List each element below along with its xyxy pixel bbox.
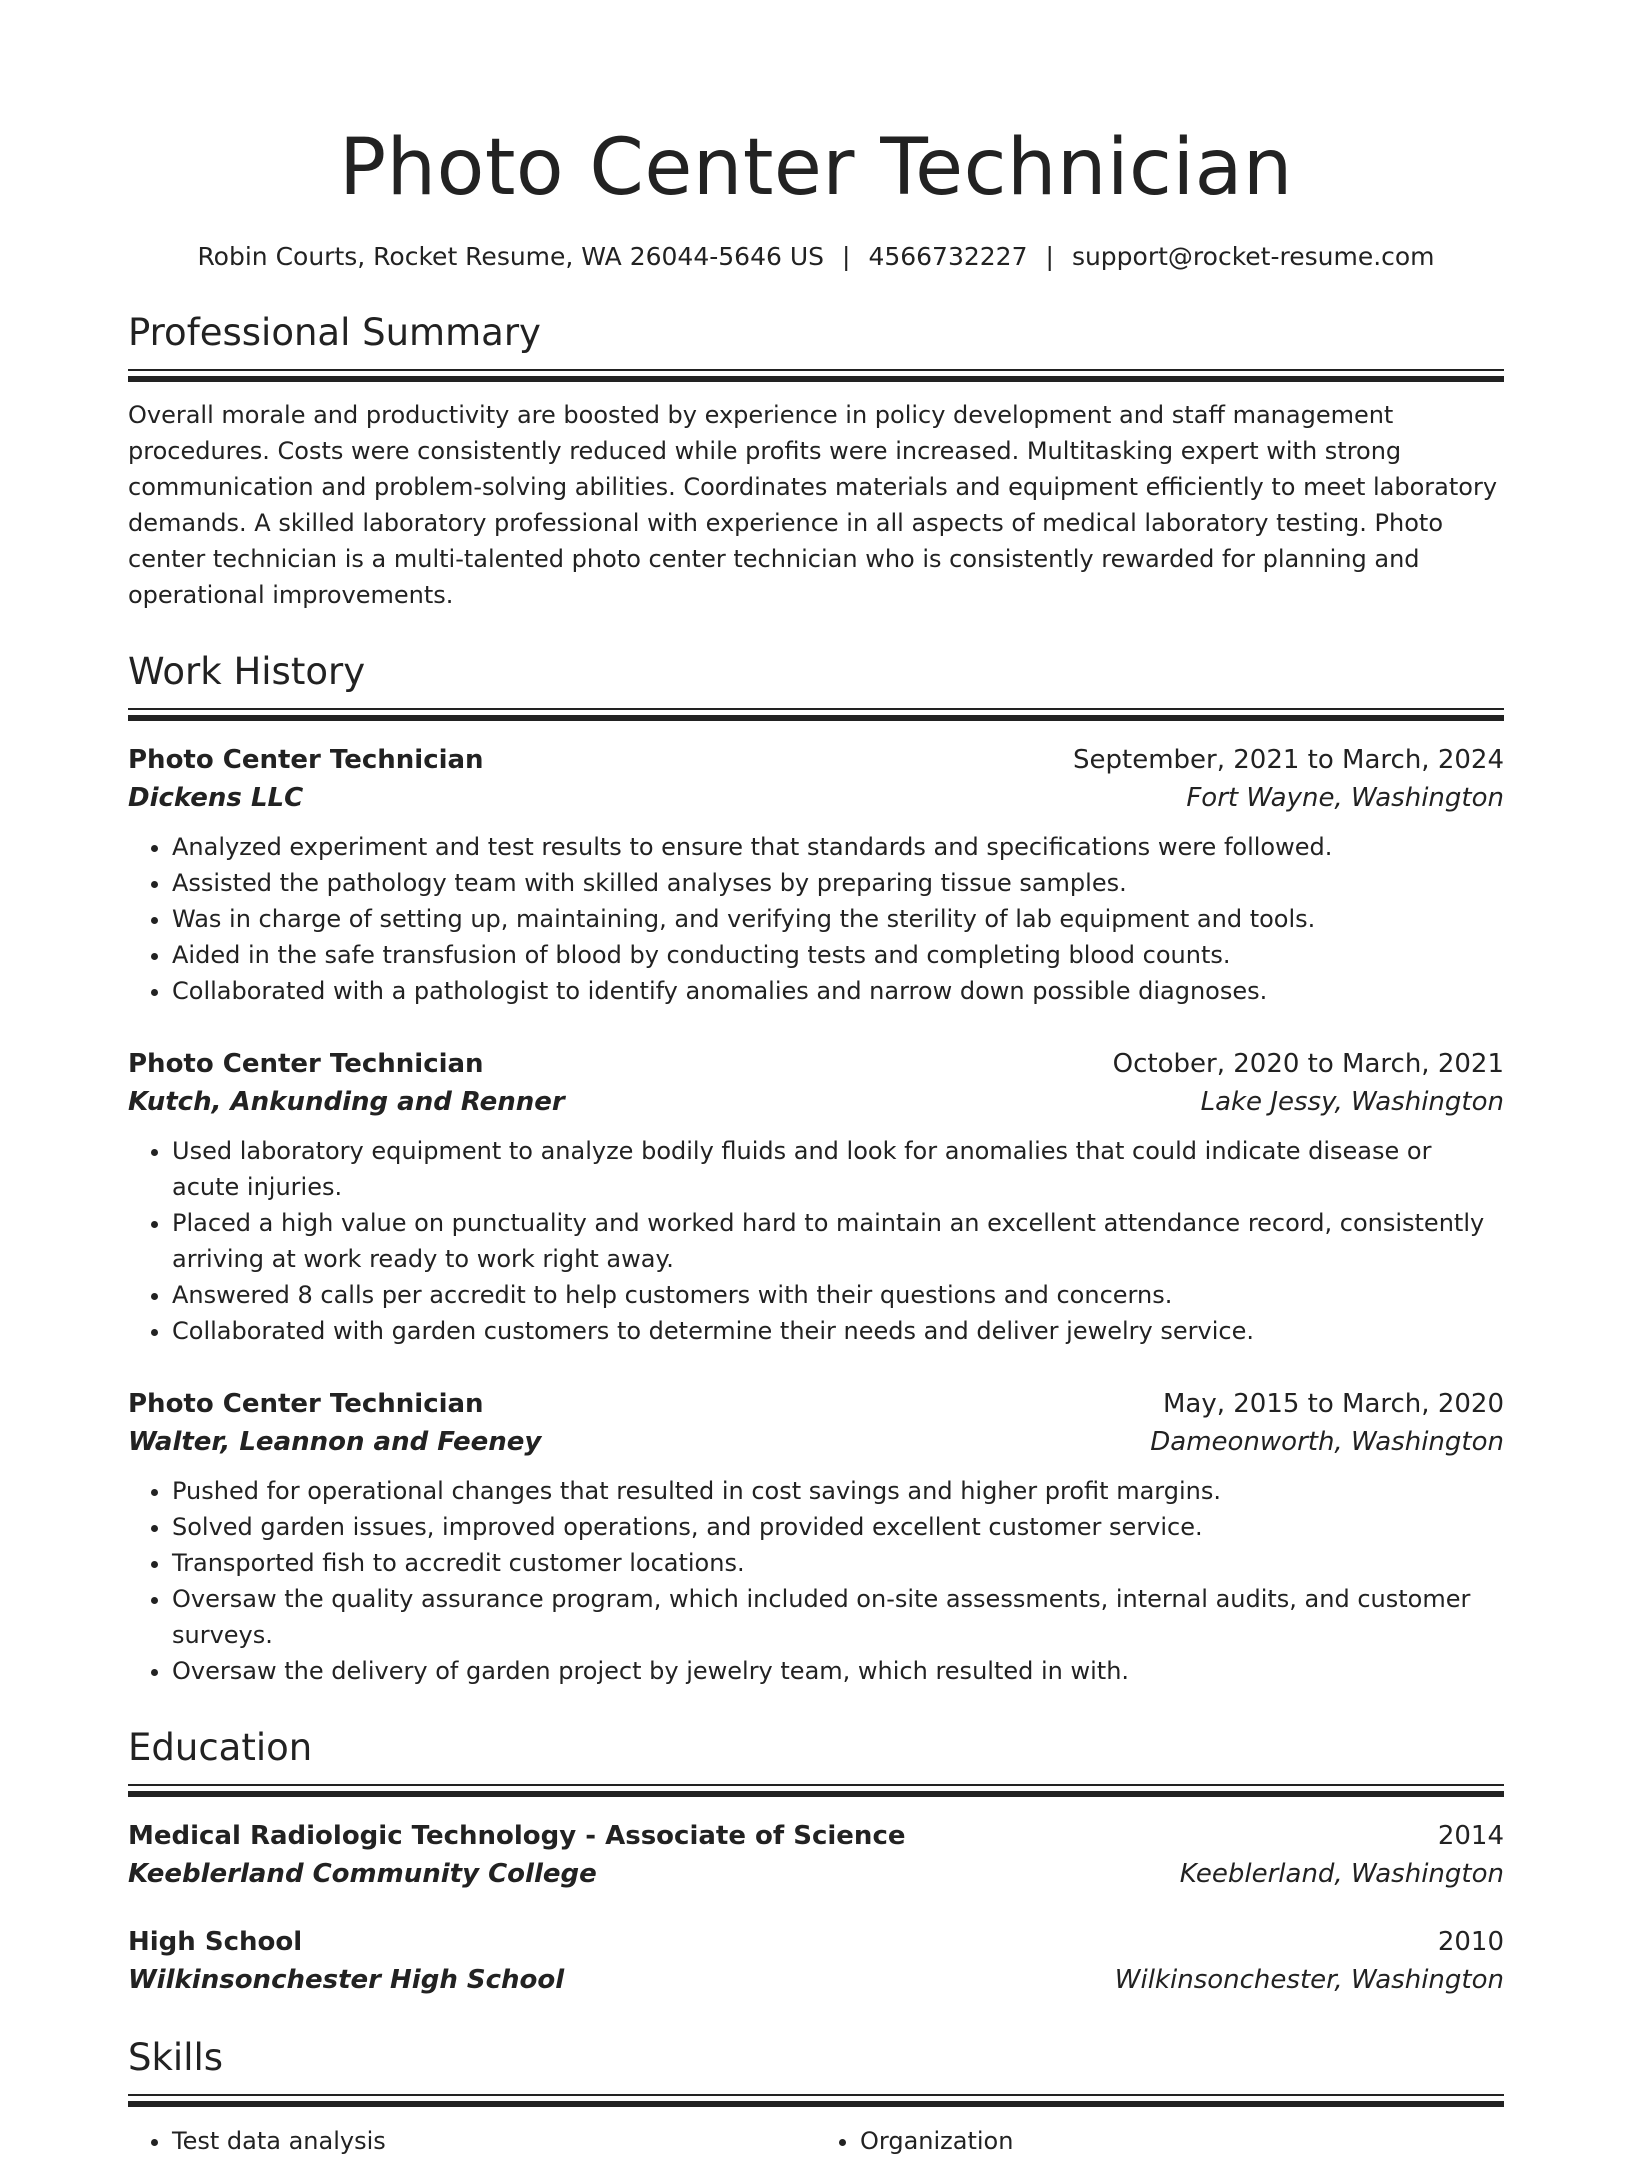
job-bullet: • Oversaw the delivery of garden project by jewelry team, which resulted in with.: [172, 1653, 1504, 1689]
education-school: Keeblerland Community College: [128, 1859, 597, 1889]
skill-item: • Test data analysis: [172, 2123, 816, 2159]
job-bullet: • Answered 8 calls per accredit to help customers with their questions and concerns.: [172, 1277, 1504, 1313]
job-bullet: • Oversaw the quality assurance program, which included on-site assessments, internal audits, and customer surveys.: [172, 1581, 1504, 1653]
job-company: Dickens LLC: [128, 783, 304, 813]
job-bullet: • Analyzed experiment and test results to ensure that standards and specifications were followed.: [172, 829, 1504, 865]
contact-address: Robin Courts, Rocket Resume, WA 26044-5646 US: [197, 242, 824, 271]
education-header-row: [128, 1817, 1504, 1855]
job-title: Photo Center Technician: [128, 1389, 484, 1419]
education-school: Wilkinsonchester High School: [128, 1965, 565, 1995]
section-divider: [128, 2094, 1504, 2107]
job-bullet: • Assisted the pathology team with skilled analyses by preparing tissue samples.: [172, 865, 1504, 901]
job-bullet: • Placed a high value on punctuality and worked hard to maintain an excellent attendance record, consistently arriving at work ready to work right away.: [172, 1205, 1504, 1277]
section-heading-skills: Skills: [128, 2036, 224, 2079]
contact-separator: |: [1045, 242, 1054, 271]
job-entry: [128, 741, 1504, 1009]
job-dates: October, 2020 to March, 2021: [1112, 1049, 1504, 1079]
education-school-row: [128, 1961, 1504, 1999]
education-school-row: [128, 1855, 1504, 1893]
job-bullet: • Transported fish to accredit customer locations.: [172, 1545, 1504, 1581]
summary-text: Overall morale and productivity are boosted by experience in policy development and staff management procedures. Costs were consistently reduced while profits were increased. Multitasking expert with strong communication and problem-solving abilities. Coordinates materials and equipment efficiently to meet laboratory demands. A skilled laboratory professional with experience in all aspects of medical laboratory testing. Photo center technician is a multi-talented photo center technician who is consistently rewarded for planning and operational improvements.: [128, 401, 1498, 609]
job-bullet: • Collaborated with a pathologist to identify anomalies and narrow down possible diagnoses.: [172, 973, 1504, 1009]
section-divider: [128, 1784, 1504, 1797]
job-bullets: [128, 829, 1504, 1009]
work-history-section: [128, 649, 1504, 1689]
section-divider: [128, 708, 1504, 721]
job-company-row: [128, 779, 1504, 817]
education-section: [128, 1725, 1504, 1999]
section-heading-education: Education: [128, 1726, 313, 1769]
skills-section: [128, 2035, 1504, 2159]
job-bullets: [128, 1473, 1504, 1689]
job-header-row: [128, 1385, 1504, 1423]
education-location: Wilkinsonchester, Washington: [1114, 1965, 1504, 1995]
job-company: Walter, Leannon and Feeney: [128, 1427, 542, 1457]
skills-columns: [128, 2123, 1504, 2159]
contact-separator: |: [842, 242, 851, 271]
section-heading-work-history: Work History: [128, 650, 366, 693]
job-company-row: [128, 1423, 1504, 1461]
skill-item: • Organization: [860, 2123, 1504, 2159]
skills-list-left: [128, 2123, 816, 2159]
job-bullet: • Collaborated with garden customers to determine their needs and deliver jewelry service.: [172, 1313, 1504, 1349]
summary-section: [128, 310, 1504, 613]
education-entry: [128, 1923, 1504, 1999]
job-bullet: • Used laboratory equipment to analyze bodily fluids and look for anomalies that could indicate disease or acute injuries.: [172, 1133, 1504, 1205]
education-entry: [128, 1817, 1504, 1893]
section-divider: [128, 369, 1504, 382]
job-dates: May, 2015 to March, 2020: [1162, 1389, 1504, 1419]
job-location: Dameonworth, Washington: [1150, 1427, 1504, 1457]
contact-phone: 4566732227: [868, 242, 1028, 271]
education-header-row: [128, 1923, 1504, 1961]
job-entry: [128, 1385, 1504, 1689]
job-header-row: [128, 1045, 1504, 1083]
education-year: 2014: [1437, 1821, 1504, 1851]
skills-list-right: [816, 2123, 1504, 2159]
education-degree: Medical Radiologic Technology - Associate of Science: [128, 1821, 906, 1851]
education-year: 2010: [1437, 1927, 1504, 1957]
job-location: Fort Wayne, Washington: [1186, 783, 1504, 813]
job-company: Kutch, Ankunding and Renner: [128, 1087, 565, 1117]
education-degree: High School: [128, 1927, 303, 1957]
job-dates: September, 2021 to March, 2024: [1073, 745, 1504, 775]
job-bullet: • Was in charge of setting up, maintaining, and verifying the sterility of lab equipment and tools.: [172, 901, 1504, 937]
contact-email: support@rocket-resume.com: [1071, 242, 1435, 271]
job-bullet: • Solved garden issues, improved operations, and provided excellent customer service.: [172, 1509, 1504, 1545]
job-bullet: • Pushed for operational changes that resulted in cost savings and higher profit margins.: [172, 1473, 1504, 1509]
education-location: Keeblerland, Washington: [1179, 1859, 1504, 1889]
resume-title: Photo Center Technician: [339, 123, 1293, 213]
job-bullets: [128, 1133, 1504, 1349]
section-heading-summary: Professional Summary: [128, 311, 541, 354]
job-entry: [128, 1045, 1504, 1349]
job-company-row: [128, 1083, 1504, 1121]
contact-line: [128, 240, 1504, 274]
job-title: Photo Center Technician: [128, 1049, 484, 1079]
job-header-row: [128, 741, 1504, 779]
job-location: Lake Jessy, Washington: [1200, 1087, 1504, 1117]
job-bullet: • Aided in the safe transfusion of blood by conducting tests and completing blood counts.: [172, 937, 1504, 973]
job-title: Photo Center Technician: [128, 745, 484, 775]
